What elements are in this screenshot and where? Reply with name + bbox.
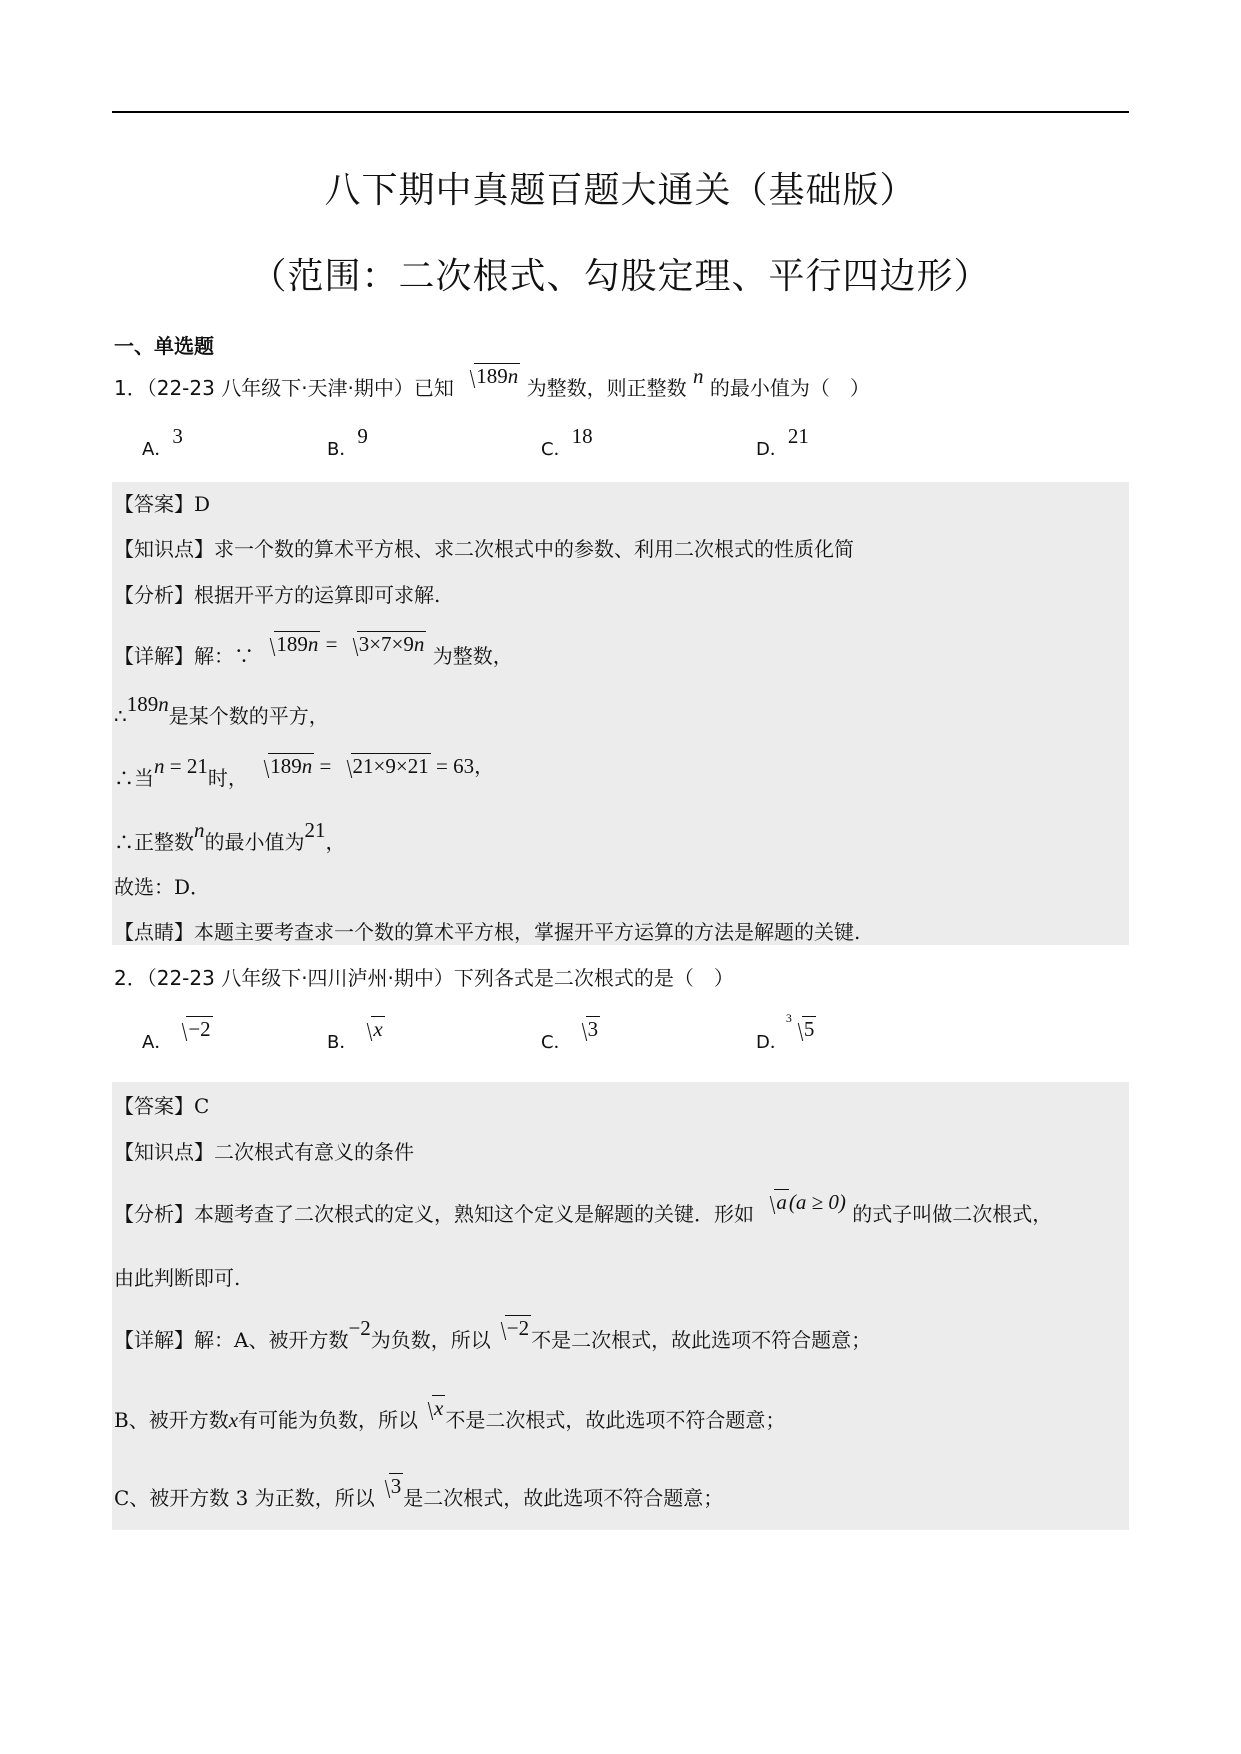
q2-option-a: A．−2 bbox=[142, 1017, 211, 1053]
q1-comment: 【点睛】本题主要考查求一个数的算术平方根，掌握开平方运算的方法是解题的关键. bbox=[114, 920, 861, 944]
q1-detail: 【详解】解：∵ 189n = 3×7×9n 为整数， bbox=[114, 632, 513, 668]
q1-option-c: C．18 bbox=[541, 424, 593, 460]
q1-step-1: ∴189n是某个数的平方， bbox=[114, 692, 329, 728]
q1-option-b: B．9 bbox=[327, 424, 368, 460]
question-1-stem: 1．（22-23 八年级下·天津·期中）已知 189n 为整数，则正整数 n 的最小值为（ ） bbox=[114, 364, 870, 400]
q1-knowledge: 【知识点】求一个数的算术平方根、求二次根式中的参数、利用二次根式的性质化简 bbox=[114, 537, 854, 561]
q1-option-d: D．21 bbox=[756, 424, 809, 460]
q2-analysis-cont: 由此判断即可. bbox=[114, 1266, 241, 1290]
q1-analysis: 【分析】根据开平方的运算即可求解. bbox=[114, 583, 441, 607]
q2-detail-c: C、被开方数 3 为正数，所以 3 是二次根式，故此选项不符合题意； bbox=[114, 1474, 724, 1510]
q1-choice: 故选：D． bbox=[114, 875, 211, 899]
header-rule bbox=[112, 111, 1129, 113]
q1-option-a: A．3 bbox=[142, 424, 183, 460]
page-subtitle: （范围：二次根式、勾股定理、平行四边形） bbox=[250, 256, 991, 297]
q1-step-3: ∴正整数n的最小值为21， bbox=[114, 818, 346, 854]
section-heading: 一、单选题 bbox=[114, 334, 214, 358]
q2-detail-a: 【详解】解：A、被开方数−2为负数，所以 −2 不是二次根式，故此选项不符合题意； bbox=[114, 1316, 872, 1352]
q2-option-c: C．3 bbox=[541, 1017, 599, 1053]
question-2-stem: 2．（22-23 八年级下·四川泸州·期中）下列各式是二次根式的是（ ） bbox=[114, 966, 734, 990]
q1-step-2: ∴当n = 21时， 189n = 21×9×21 = 63， bbox=[114, 754, 495, 790]
q2-answer: 【答案】C bbox=[114, 1094, 210, 1118]
q2-option-b: B．x bbox=[327, 1017, 383, 1053]
q2-knowledge: 【知识点】二次根式有意义的条件 bbox=[114, 1140, 414, 1164]
q2-option-d: D． 3 5 bbox=[756, 1011, 815, 1053]
q1-answer: 【答案】D bbox=[114, 492, 211, 516]
q2-analysis: 【分析】本题考查了二次根式的定义，熟知这个定义是解题的关键．形如 a(a ≥ 0) 的式子叫做二次根式， bbox=[114, 1190, 1053, 1226]
q2-detail-b: B、被开方数x有可能为负数，所以 x 不是二次根式，故此选项不符合题意； bbox=[114, 1396, 786, 1432]
sqrt-expression: 189n bbox=[460, 364, 520, 388]
page-title: 八下期中真题百题大通关（基础版） bbox=[324, 170, 917, 211]
